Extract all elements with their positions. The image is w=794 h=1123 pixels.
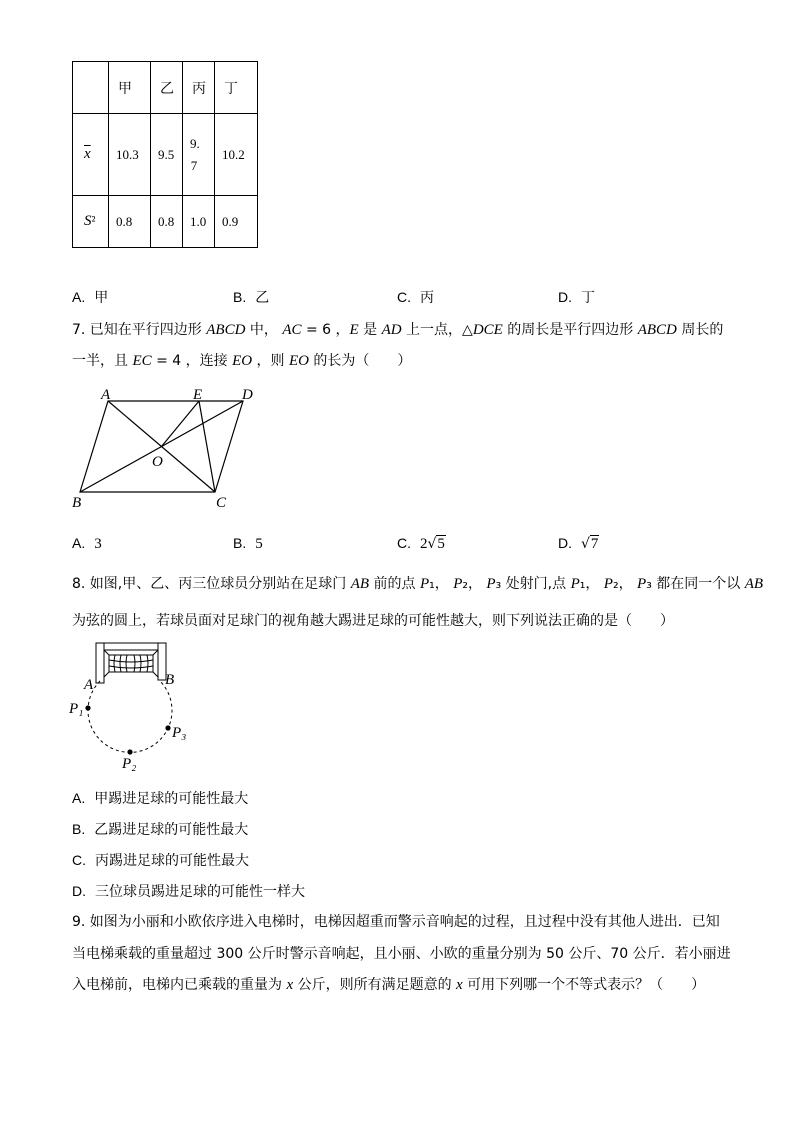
math-variable: P [486, 576, 496, 592]
option-text: 丙踢进足球的可能性最大 [95, 853, 249, 869]
math-variable: x [286, 977, 294, 993]
math-variable: ABCD [206, 322, 246, 338]
option-text: 乙踢进足球的可能性最大 [94, 822, 249, 838]
variance-label-cell: S² [73, 196, 109, 248]
q8-option-d[interactable] [72, 882, 305, 900]
q8-option-a[interactable] [72, 789, 248, 807]
table-row [73, 114, 258, 196]
segment-eo [162, 401, 200, 447]
option-text: 甲踢进足球的可能性最大 [94, 791, 249, 807]
question-7-line-2: 一半，且 EC = 4 ，连接 EO ，则 EO 的长为（ ） [72, 353, 412, 369]
option-label: D. [558, 289, 572, 305]
option-text: 甲 [94, 290, 109, 306]
q7-option-b[interactable] [233, 534, 263, 552]
segment-ec [199, 401, 215, 492]
point-label-e: E [193, 387, 203, 403]
option-label: B. [233, 289, 247, 305]
question-8-line-2: 为弦的圆上，若球员面对足球门的视角越大踢进足球的可能性越大，则下列说法正确的是（ ） [72, 613, 674, 629]
option-label: C. [72, 852, 86, 868]
point-label-b: B [72, 495, 82, 511]
option-text: 乙 [255, 290, 270, 306]
math-variable: E [349, 322, 359, 338]
table-cell: 0.9 [215, 196, 258, 248]
goal-circle-figure [60, 636, 200, 776]
option-label: B. [233, 535, 247, 551]
table-cell-value: 9.7 [190, 135, 200, 173]
math-variable: AB [350, 576, 370, 592]
math-variable: P [570, 576, 580, 592]
math-variable: P [419, 576, 430, 592]
option-text: 丙 [420, 290, 434, 306]
radicand: 7 [590, 536, 599, 552]
radical-sign: √ [427, 536, 437, 552]
table-header-row [73, 62, 258, 114]
question-9-line-2: 当电梯乘载的重量超过 300 公斤时警示音响起，且小丽、小欧的重量分别为 50 公斤、70 公斤．若小丽进 [72, 946, 731, 962]
question-7-line-1: 7. 已知在平行四边形 ABCD 中， AC = 6 ，E 是 AD 上一点，△DCE 的周长是平行四边形 ABCD 周长的 [72, 322, 724, 338]
math-variable: EO [232, 353, 253, 369]
table-cell: 0.8 [151, 196, 183, 248]
option-label: A. [72, 535, 86, 551]
q6-option-c[interactable] [397, 288, 434, 306]
table-cell: 10.3 [109, 114, 151, 196]
q7-option-d[interactable] [558, 534, 599, 552]
question-8-line-1: 8. 如图,甲、乙、丙三位球员分别站在足球门 AB 前的点 P₁， P₂， P₃ 处射门,点 P₁， P₂， P₃ 都在同一个以 AB [72, 576, 764, 592]
point-label-a: A [101, 387, 111, 403]
math-variable: AC [282, 322, 302, 338]
point-label-a: A [84, 677, 94, 693]
q8-option-c[interactable] [72, 851, 249, 869]
table-cell: 9.5 [151, 114, 183, 196]
question-9-line-3: 入电梯前，电梯内已乘载的重量为 x 公斤，则所有满足题意的 x 可用下列哪一个不等式表示？（ ） [72, 977, 706, 993]
point-label-o: O [152, 454, 163, 470]
math-variable: EO [288, 353, 309, 369]
soccer-goal-icon [96, 643, 166, 683]
option-label: A. [72, 289, 86, 305]
math-variable: P [603, 576, 613, 592]
math-variable: AB [744, 576, 764, 592]
option-text: 丁 [581, 290, 595, 306]
mean-label-cell [73, 114, 109, 196]
point-p3 [165, 725, 170, 730]
statistics-table [72, 61, 258, 248]
point-label-p1: P₁ [69, 701, 84, 717]
table-cell [183, 114, 215, 196]
parallelogram-figure [60, 380, 270, 515]
point-label-p3: P₃ [172, 725, 187, 741]
table-cell: 0.8 [109, 196, 151, 248]
point-p1 [85, 705, 90, 710]
q7-option-c[interactable] [397, 534, 446, 552]
option-label: D. [72, 883, 86, 899]
math-variable: x [456, 977, 463, 993]
table-cell: 10.2 [215, 114, 258, 196]
q6-option-a[interactable] [72, 288, 108, 306]
table-cell: 1.0 [183, 196, 215, 248]
option-text: 5 [255, 536, 263, 552]
q6-option-b[interactable] [233, 288, 269, 306]
option-text: 3 [94, 536, 102, 552]
mean-symbol: $\overline{x}$ [84, 146, 91, 162]
math-variable: EC [132, 353, 152, 369]
point-label-c: C [216, 495, 227, 511]
math-variable: P [453, 576, 463, 592]
point-label-b: B [165, 672, 175, 688]
radicand: 5 [437, 536, 445, 552]
dashed-circle-arc [88, 681, 172, 752]
option-label: C. [397, 535, 411, 551]
math-variable: AD [381, 322, 402, 338]
table-row [73, 196, 258, 248]
option-label: C. [397, 289, 411, 305]
radical-sign: √ [581, 536, 590, 552]
option-text: 三位球员踢进足球的可能性一样大 [95, 884, 305, 900]
option-label: A. [72, 790, 86, 806]
table-header-cell: 乙 [151, 62, 183, 114]
option-label: D. [558, 535, 572, 551]
point-label-p2: P₂ [122, 756, 137, 772]
point-p2 [127, 749, 132, 754]
question-9-line-1: 9. 如图为小丽和小欧依序进入电梯时，电梯因超重而警示音响起的过程，且过程中没有其他人进出．已知 [72, 914, 720, 930]
math-variable: P [637, 576, 647, 592]
option-text [581, 536, 599, 552]
option-text: 2√5 [420, 536, 445, 552]
table-header-cell: 丙 [183, 62, 215, 114]
option-label: B. [72, 821, 86, 837]
math-variable: ABCD [637, 322, 677, 338]
table-header-cell: 甲 [109, 62, 151, 114]
math-variable: DCE [472, 322, 503, 338]
table-header-cell: 丁 [215, 62, 258, 114]
q7-option-a[interactable] [72, 534, 102, 552]
q8-option-b[interactable] [72, 820, 248, 838]
table-header-cell [73, 62, 109, 114]
q6-option-d[interactable] [558, 288, 595, 306]
math-variable: S [84, 213, 92, 229]
point-label-d: D [242, 387, 253, 403]
